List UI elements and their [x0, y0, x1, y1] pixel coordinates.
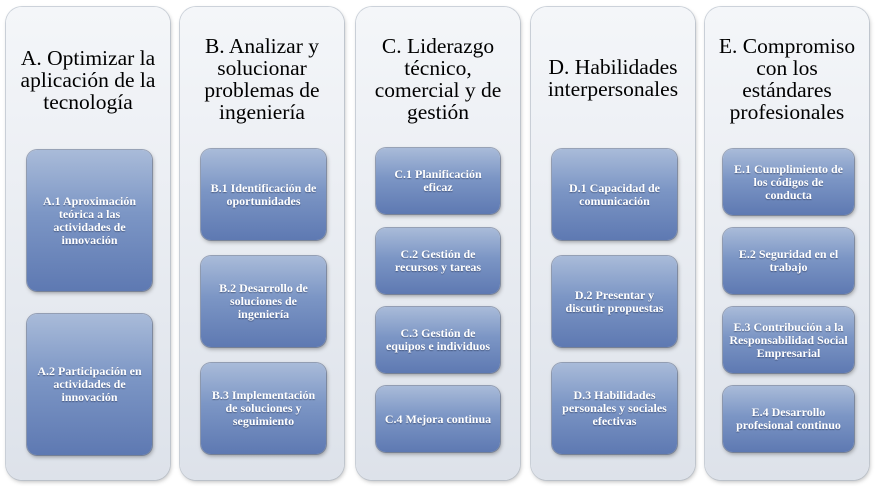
card-c1-label: C.1 Planificación eficaz	[394, 167, 482, 194]
card-b3-label: B.3 Implementación de soluciones y seguimiento	[211, 388, 316, 428]
card-d3	[552, 363, 677, 454]
column-c-title: C. Liderazgo técnico, comercial y de gestión	[374, 34, 502, 124]
card-c4	[376, 386, 500, 452]
card-b2	[201, 256, 326, 347]
card-a2	[27, 314, 152, 455]
column-d	[531, 7, 695, 480]
card-e1-label: E.1 Cumplimiento de los códigos de conducta	[733, 161, 843, 202]
card-c2	[376, 228, 500, 294]
card-c3	[376, 307, 500, 373]
column-a	[6, 7, 170, 480]
column-e-title: E. Compromiso con los estándares profesionales	[718, 34, 856, 124]
column-b	[180, 7, 344, 480]
column-c	[356, 7, 520, 480]
card-d1-label: D.1 Capacidad de comunicación	[568, 180, 660, 208]
card-c4-label: C.4 Mejora continua	[384, 411, 492, 426]
card-e4-label: E.4 Desarrollo profesional continuo	[736, 405, 841, 432]
card-c2-label: C.2 Gestión de recursos y tareas	[394, 247, 482, 274]
card-d3-label: D.3 Habilidades personales y sociales efectivas	[562, 388, 667, 428]
column-b-title: B. Analizar y solucionar problemas de ingeniería	[204, 34, 320, 124]
card-d2	[552, 256, 677, 347]
card-c1	[376, 148, 500, 214]
card-b2-label: B.2 Desarrollo de soluciones de ingeniería	[219, 281, 308, 321]
column-e	[705, 7, 869, 480]
card-d2-label: D.2 Presentar y discutir propuestas	[565, 287, 664, 315]
card-a2-label: A.2 Participación en actividades de innovación	[37, 364, 142, 404]
card-b1-label: B.1 Identificación de oportunidades	[210, 180, 317, 208]
card-c3-label: C.3 Gestión de equipos e individuos	[385, 326, 491, 353]
card-a1-label: A.1 Aproximación teórica a las actividades de innovación	[42, 193, 137, 247]
card-e2	[723, 228, 854, 294]
column-d-title: D. Habilidades interpersonales	[547, 55, 679, 101]
card-e3-label: E.3 Contribución a la Responsabilidad Social Empresarial	[729, 319, 848, 360]
card-e4	[723, 386, 854, 452]
column-a-title: A. Optimizar la aplicación de la tecnología	[20, 46, 156, 114]
card-b3	[201, 363, 326, 454]
card-e2-label: E.2 Seguridad en el trabajo	[738, 247, 839, 274]
card-e3	[723, 307, 854, 373]
card-e1	[723, 149, 854, 215]
card-b1	[201, 149, 326, 240]
card-d1	[552, 149, 677, 240]
card-a1	[27, 150, 152, 291]
